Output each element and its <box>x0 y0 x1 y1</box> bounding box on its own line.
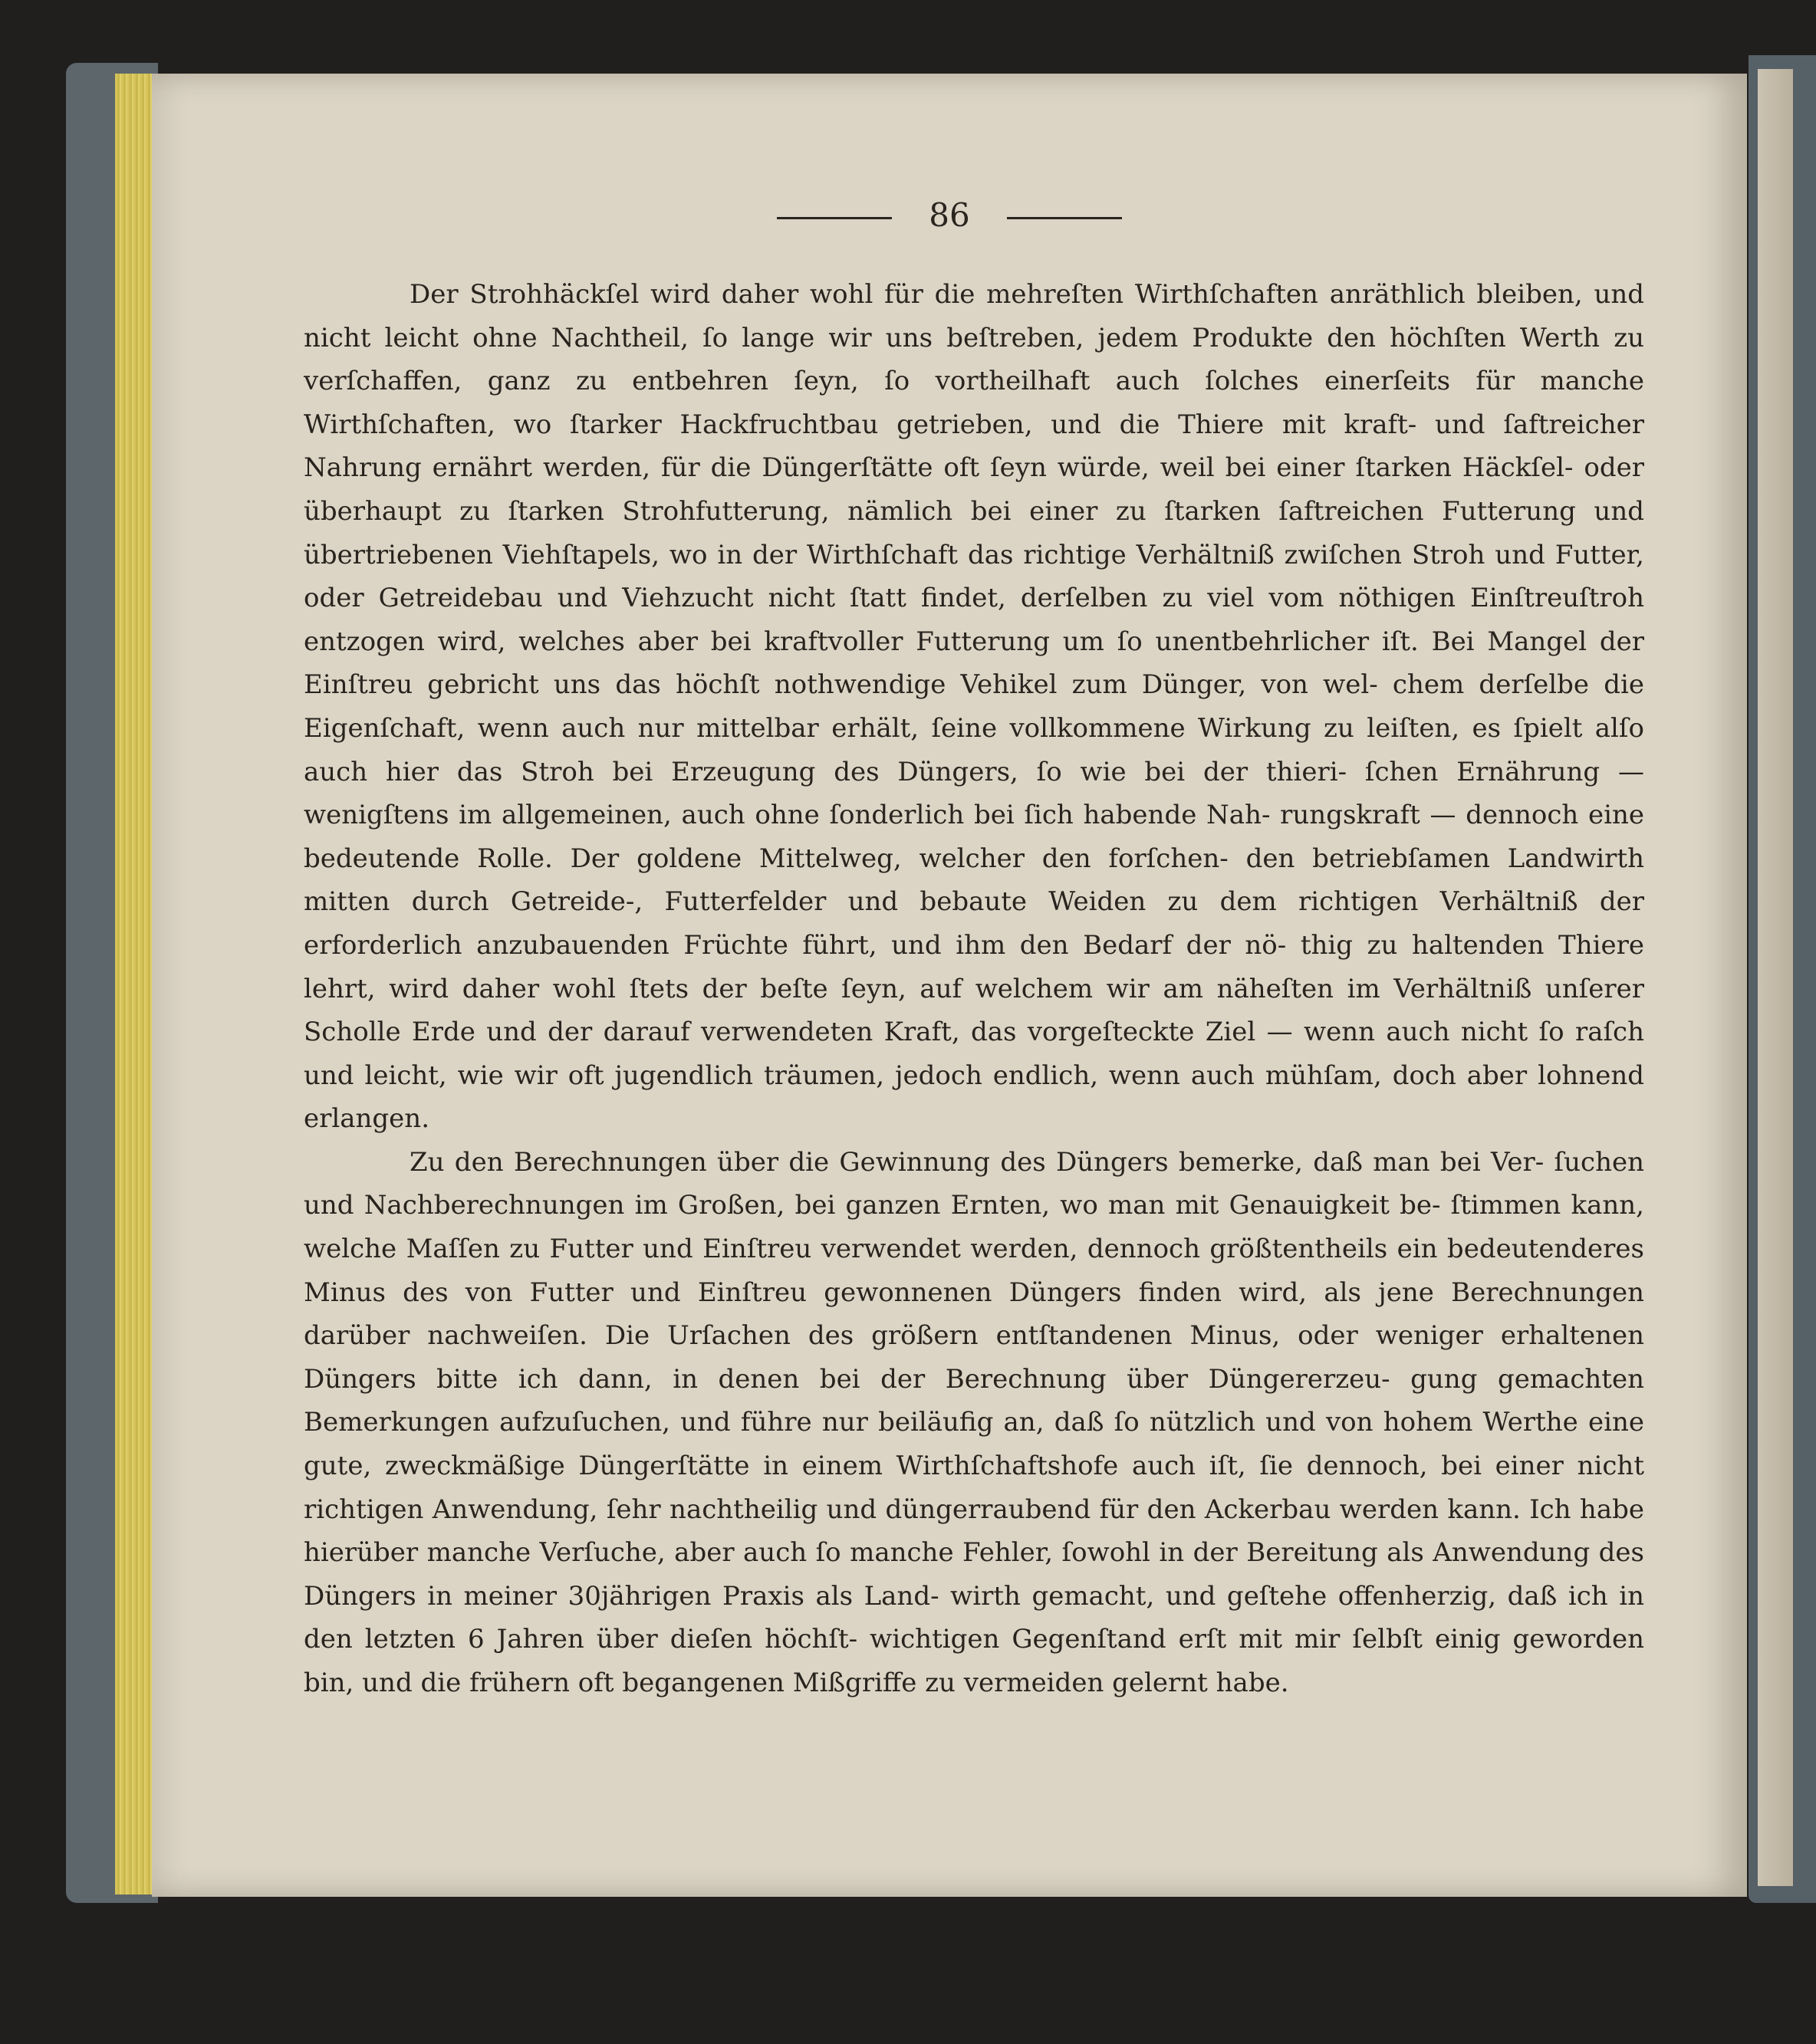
book-page <box>152 74 1747 1897</box>
facing-page-edge <box>1758 69 1793 1886</box>
header-rule-right <box>1007 217 1122 219</box>
page-edges <box>115 74 152 1894</box>
running-head <box>152 196 1747 234</box>
body-text <box>304 273 1644 1705</box>
paragraph-2: Zu den Berechnungen über die Gewinnung des Düngers bemerke, daß man bei Ver- ſuchen und Nachberechnungen im Großen, bei ganzen Ernten, wo man mit Genauigkeit be- ſtimmen kann, welche Maſſen zu Futter und Einſtreu verwendet werden, dennoch größtentheils ein bedeutenderes Minus des von Futter und Einſtreu gewonnenen Düngers finden wird, als jene Berechnungen darüber nachweiſen. Die Urſachen des größern entſtandenen Minus, oder weniger erhaltenen Düngers bitte ich dann, in denen bei der Berechnung über Düngererzeu- gung gemachten Bemerkungen aufzuſuchen, und führe nur beiläufig an, daß ſo nützlich und von hohem Werthe eine gute, zweckmäßige Düngerſtätte in einem Wirthſchaftshofe auch iſt, ſie dennoch, bei einer nicht richtigen Anwendung, ſehr nachtheilig und düngerraubend für den Ackerbau werden kann. Ich habe hierüber manche Verſuche, aber auch ſo manche Fehler, ſowohl in der Bereitung als Anwendung des Düngers in meiner 30jährigen Praxis als Land- wirth gemacht, und geſtehe offenherzig, daß ich in den letzten 6 Jahren über dieſen höchſt- wichtigen Gegenſtand erſt mit mir ſelbſt einig geworden bin, und die frühern oft begangenen Mißgriffe zu vermeiden gelernt habe. <box>304 1146 1644 1698</box>
page-number: 86 <box>929 196 970 234</box>
header-rule-left <box>777 217 892 219</box>
paragraph-1: Der Strohhäckſel wird daher wohl für die mehreſten Wirthſchaften anräthlich bleiben, und nicht leicht ohne Nachtheil, ſo lange wir uns beſtreben, jedem Produkte den höchſten Werth zu verſchaffen, ganz zu entbehren ſeyn, ſo vortheilhaft auch ſolches einerſeits für manche Wirthſchaften, wo ſtarker Hackfruchtbau getrieben, und die Thiere mit kraft- und ſaftreicher Nahrung ernährt werden, für die Düngerſtätte oft ſeyn würde, weil bei einer ſtarken Häckſel- oder überhaupt zu ſtarken Strohfutterung, nämlich bei einer zu ſtarken ſaftreichen Futterung und übertriebenen Viehſtapels, wo in der Wirthſchaft das richtige Verhältniß zwiſchen Stroh und Futter, oder Getreidebau und Viehzucht nicht ſtatt findet, derſelben zu viel vom nöthigen Einſtreuſtroh entzogen wird, welches aber bei kraftvoller Futterung um ſo unentbehrlicher iſt. Bei Mangel der Einſtreu gebricht uns das höchſt nothwendige Vehikel zum Dünger, von wel- chem derſelbe die Eigenſchaft, wenn auch nur mittelbar erhält, ſeine vollkommene Wirkung zu leiſten, es ſpielt alſo auch hier das Stroh bei Erzeugung des Düngers, ſo wie bei der thieri- ſchen Ernährung — wenigſtens im allgemeinen, auch ohne ſonderlich bei ſich habende Nah- rungskraft — dennoch eine bedeutende Rolle. Der goldene Mittelweg, welcher den forſchen- den betriebſamen Landwirth mitten durch Getreide-, Futterfelder und bebaute Weiden zu dem richtigen Verhältniß der erforderlich anzubauenden Früchte führt, und ihm den Bedarf der nö- thig zu haltenden Thiere lehrt, wird daher wohl ſtets der beſte ſeyn, auf welchem wir am näheſten im Verhältniß unſerer Scholle Erde und der darauf verwendeten Kraft, das vorgeſteckte Ziel — wenn auch nicht ſo raſch und leicht, wie wir oft jugendlich träumen, jedoch endlich, wenn auch mühſam, doch aber lohnend erlangen. <box>304 279 1644 1135</box>
